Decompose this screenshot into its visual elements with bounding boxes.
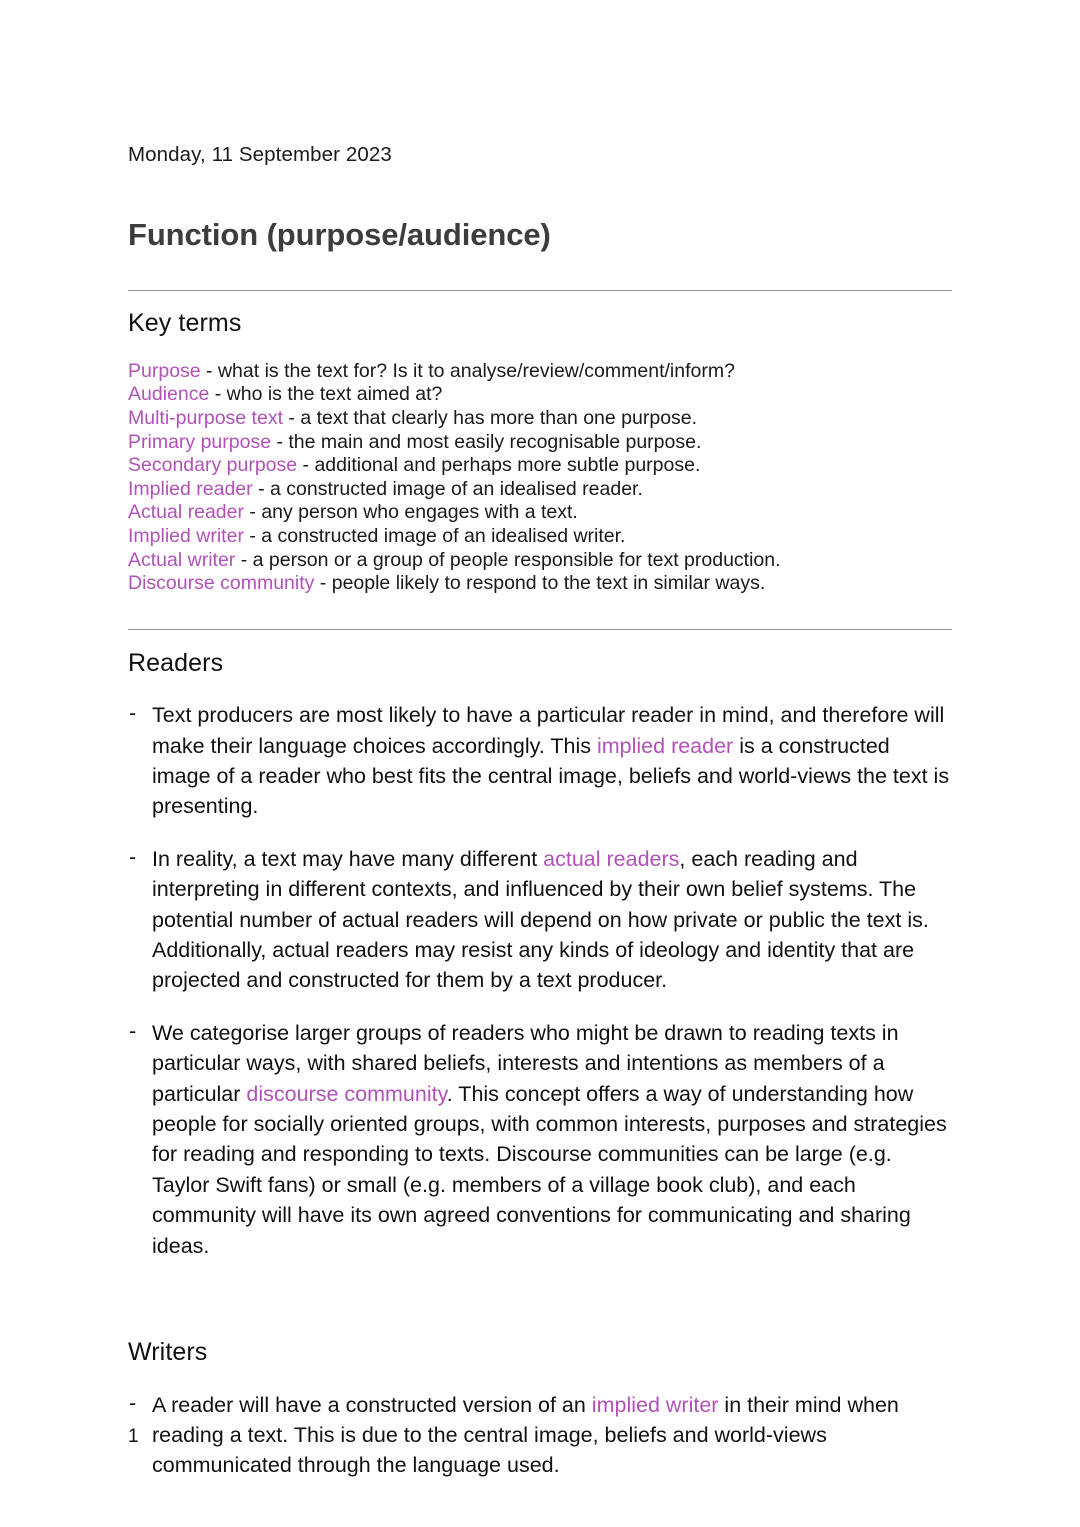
divider-above-key-terms — [128, 290, 952, 291]
body-text: , each reading and interpreting in different contexts, and influenced by their own belief systems. The potential number of actual readers will depend on how private or public the text is. Additionally, actual readers may resist any kinds of ideology and identity that are projected and constructed for them by a text producer. — [152, 846, 929, 993]
body-text: in their mind when reading a text. This is due to the central image, beliefs and world-views communicated through the language used. — [152, 1392, 899, 1478]
key-term-name: Implied writer — [128, 524, 244, 547]
bullet-dash-icon: - — [129, 1390, 137, 1415]
key-terms-list — [128, 360, 952, 596]
key-term-entry — [128, 549, 952, 573]
document-content — [128, 142, 952, 1481]
body-text: . This concept offers a way of understanding how people for socially oriented groups, with common interests, purposes and strategies for reading and responding to texts. Discourse communities can be large (e.g. Taylor Swift fans) or small (e.g. members of a village book club), and each community will have its own agreed conventions for communicating and sharing ideas. — [152, 1081, 947, 1258]
key-term-definition: - a constructed image of an idealised reader. — [252, 477, 643, 500]
key-term-entry — [128, 407, 952, 431]
document-date: Monday, 11 September 2023 — [128, 143, 392, 166]
list-item — [128, 1018, 952, 1261]
readers-bullet-list — [128, 700, 952, 1261]
bullet-dash-icon: - — [129, 1018, 137, 1043]
section-heading-writers: Writers — [128, 1338, 208, 1367]
key-term-definition: - what is the text for? Is it to analyse/review/comment/inform? — [200, 359, 735, 382]
body-text: Text producers are most likely to have a particular reader in mind, and therefore will make their language choices accordingly. This — [152, 703, 945, 758]
highlighted-term: actual readers — [543, 846, 680, 871]
key-term-definition: - additional and perhaps more subtle purpose. — [297, 454, 701, 477]
section-heading-key-terms: Key terms — [128, 309, 242, 337]
list-item — [128, 700, 952, 822]
key-term-name: Primary purpose — [128, 430, 272, 453]
key-term-entry — [128, 572, 952, 596]
key-term-entry — [128, 501, 952, 525]
key-term-definition: - people likely to respond to the text in similar ways. — [314, 572, 766, 595]
key-term-name: Multi-purpose text — [128, 406, 283, 429]
key-term-entry — [128, 525, 952, 549]
key-term-name: Secondary purpose — [128, 454, 298, 477]
key-term-entry — [128, 478, 952, 502]
page-title: Function (purpose/audience) — [128, 217, 551, 252]
key-term-name: Discourse community — [128, 572, 315, 595]
highlighted-term: discourse community — [246, 1081, 447, 1106]
key-term-entry — [128, 431, 952, 455]
divider-above-readers — [128, 629, 952, 630]
key-term-definition: - a text that clearly has more than one purpose. — [282, 406, 698, 429]
key-term-name: Purpose — [128, 359, 201, 382]
bullet-dash-icon: - — [129, 701, 137, 726]
page-number: 1 — [128, 1426, 139, 1447]
key-term-entry — [128, 360, 952, 384]
body-text: In reality, a text may have many different — [152, 846, 544, 871]
key-term-entry — [128, 454, 952, 478]
list-item — [128, 1390, 952, 1481]
writers-bullet-list — [128, 1390, 952, 1481]
key-term-name: Implied reader — [128, 477, 253, 500]
highlighted-term: implied reader — [596, 733, 734, 758]
highlighted-term: implied writer — [591, 1392, 719, 1417]
key-term-definition: - who is the text aimed at? — [209, 383, 443, 406]
bullet-dash-icon: - — [129, 844, 137, 869]
body-text: is a constructed image of a reader who best fits the central image, beliefs and world-views the text is presenting. — [152, 733, 950, 819]
key-term-name: Actual writer — [128, 548, 236, 571]
key-term-name: Actual reader — [128, 501, 244, 524]
key-term-definition: - the main and most easily recognisable purpose. — [271, 430, 702, 453]
body-text: We categorise larger groups of readers who might be drawn to reading texts in particular ways, with shared beliefs, interests and intentions as members of a particular — [152, 1020, 899, 1106]
key-term-definition: - a constructed image of an idealised writer. — [243, 524, 626, 547]
key-term-entry — [128, 383, 952, 407]
body-text: A reader will have a constructed version of an — [152, 1392, 592, 1417]
section-heading-readers: Readers — [128, 648, 224, 677]
key-term-definition: - a person or a group of people responsible for text production. — [235, 548, 781, 571]
list-item — [128, 844, 952, 996]
key-term-definition: - any person who engages with a text. — [243, 501, 578, 524]
key-term-name: Audience — [128, 383, 210, 406]
